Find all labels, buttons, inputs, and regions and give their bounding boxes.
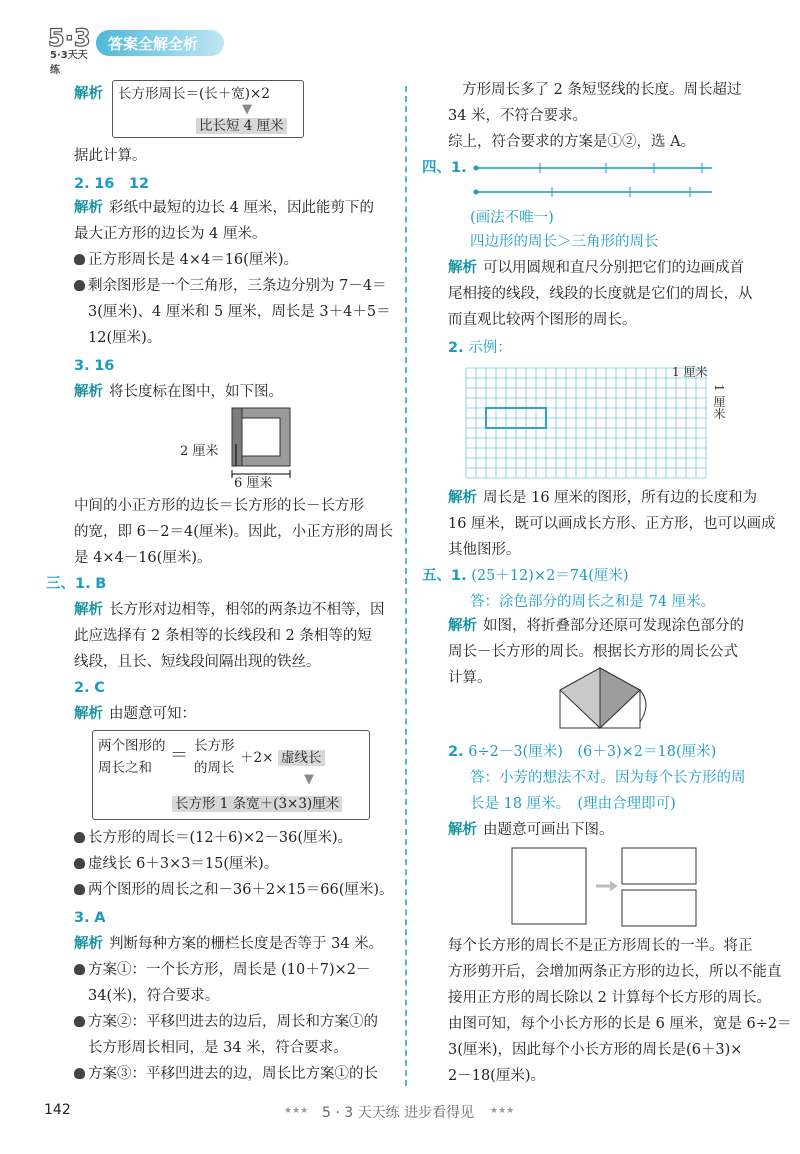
answer-note: (画法不唯一) xyxy=(470,210,554,226)
text-line: 解析 周长是 16 厘米的图形，所有边的长度和为 xyxy=(448,490,758,506)
box-text: 长方形 xyxy=(194,738,235,754)
box-text: 长方形 1 条宽＋(3×3)厘米 xyxy=(172,794,342,814)
footer-slogan: 5 · 3 天天练 进步看得见 xyxy=(322,1105,475,1121)
text-line: 其他图形。 xyxy=(448,542,521,558)
text-line: 长方形周长相同，是 34 米，符合要求。 xyxy=(88,1040,348,1056)
question-2: 2. C xyxy=(74,680,105,696)
header-title: 答案全解全析 xyxy=(108,35,199,53)
text-line: 解析 由题意可画出下图。 xyxy=(448,822,614,838)
bullet-line: 方案③：平移凹进去的边，周长比方案①的长 xyxy=(74,1064,378,1084)
box-text: 两个图形的 xyxy=(98,738,166,754)
bulb-icon xyxy=(74,280,85,291)
bullet-line: 方案②：平移凹进去的边后，周长和方案①的 xyxy=(74,1012,378,1032)
question-3: 3. 16 xyxy=(74,358,115,374)
page-number: 142 xyxy=(44,1102,71,1118)
bulb-icon xyxy=(74,858,85,869)
star-icon: ★★★ xyxy=(284,1106,309,1116)
text-line: 方形周长多了 2 条短竖线的长度。周长超过 xyxy=(462,82,742,98)
question-2: 2. 16 12 xyxy=(74,176,150,192)
text-line: 解析 可以用圆规和直尺分别把它们的边画成首 xyxy=(448,260,744,276)
text-line: 解析 由题意可知： xyxy=(74,706,196,722)
text-line: 3(厘米)，因此每个小长方形的周长是(6＋3)× xyxy=(448,1042,743,1058)
bullet-line: 正方形周长是 4×4＝16(厘米)。 xyxy=(74,250,298,270)
text-line: 解析 长方形对边相等，相邻的两条边不相等，因 xyxy=(74,602,385,618)
text-line: 线段，且长、短线段间隔出现的铁丝。 xyxy=(74,654,321,670)
section-4: 四、1. xyxy=(422,160,467,176)
answer-text: 答：涂色部分的周长之和是 74 厘米。 xyxy=(470,594,716,610)
text-line: 据此计算。 xyxy=(74,148,147,164)
text-line: 解析 将长度标在图中，如下图。 xyxy=(74,384,283,400)
logo xyxy=(44,18,96,76)
figure-label: 2 厘米 xyxy=(180,444,219,459)
logo-text: 5·3天天练 xyxy=(50,50,88,76)
text-line: 12(厘米)。 xyxy=(88,330,162,346)
analysis-label: 解析 xyxy=(74,86,103,102)
box-text: 周长之和 xyxy=(98,760,152,776)
grid-label: 1 厘米 xyxy=(712,384,726,420)
text-line: 最大正方形的边长为 4 厘米。 xyxy=(74,226,267,242)
bullet-line: 剩余图形是一个三角形，三条边分别为 7－4＝ xyxy=(74,276,387,296)
text-line: 尾相接的线段，线段的长度就是它们的周长，从 xyxy=(448,286,753,302)
text-line: 此应选择有 2 条相等的长线段和 2 条相等的短 xyxy=(74,628,372,644)
star-icon: ★★★ xyxy=(490,1106,515,1116)
formula-note: 比长短 4 厘米 xyxy=(196,116,287,136)
text-line: 16 厘米，既可以画成长方形、正方形，也可以画成 xyxy=(448,516,776,532)
text-line: 每个长方形的周长不是正方形周长的一半。将正 xyxy=(448,938,753,954)
box-text: ＝ xyxy=(170,745,188,766)
text-line: 的宽，即 6－2＝4(厘米)。因此，小正方形的周长 xyxy=(74,524,394,540)
text-line: 接用正方形的周长除以 2 计算每个长方形的周长。 xyxy=(448,990,771,1006)
text-line: 而直观比较两个图形的周长。 xyxy=(448,312,637,328)
text-line: 计算。 xyxy=(448,670,492,686)
folded-rectangle-figure xyxy=(556,664,656,734)
bulb-icon xyxy=(74,254,85,265)
text-line: 34 米，不符合要求。 xyxy=(448,108,588,124)
question-2: 2. 示例： xyxy=(448,340,512,356)
grid-label: 1 厘米 xyxy=(672,365,708,379)
answer-text: 答：小芳的想法不对。因为每个长方形的周 xyxy=(470,770,746,786)
text-line: 是 4×4－16(厘米)。 xyxy=(74,550,212,566)
text-line: 综上，符合要求的方案是①②，选 A。 xyxy=(448,134,696,150)
bulb-icon xyxy=(74,884,85,895)
section-5: 五、1. (25＋12)×2＝74(厘米) xyxy=(422,568,629,584)
text-line: 3(厘米)、4 厘米和 5 厘米，周长是 3＋4＋5＝ xyxy=(88,304,391,320)
text-line: 周长－长方形的周长。根据长方形的周长公式 xyxy=(448,644,738,660)
section-3: 三、1. B xyxy=(46,576,107,592)
bulb-icon xyxy=(74,1016,85,1027)
arrow-down-icon: ▼ xyxy=(304,772,314,787)
text-line: 由图可知，每个小长方形的长是 6 厘米，宽是 6÷2＝ xyxy=(448,1016,792,1032)
question-2: 2. 6÷2－3(厘米) (6＋3)×2＝18(厘米) xyxy=(448,744,717,760)
bullet-line: 两个图形的周长之和－36＋2×15＝66(厘米)。 xyxy=(74,880,394,900)
box-text: 虚线长 xyxy=(278,748,325,768)
column-divider xyxy=(405,86,407,1086)
formula-text: 长方形周长＝(长＋宽)×2 xyxy=(118,86,270,102)
bullet-line: 长方形的周长＝(12＋6)×2－36(厘米)。 xyxy=(74,828,352,848)
question-3: 3. A xyxy=(74,910,106,926)
bulb-icon xyxy=(74,1068,85,1079)
text-line: 中间的小正方形的边长＝长方形的长－长方形 xyxy=(74,498,364,514)
segment-lines-figure xyxy=(470,156,720,202)
bullet-line: 方案①：一个长方形，周长是 (10＋7)×2－ xyxy=(74,960,370,980)
box-text: ＋2× xyxy=(240,750,274,766)
bullet-line: 虚线长 6＋3×3＝15(厘米)。 xyxy=(74,854,278,874)
text-line: 2－18(厘米)。 xyxy=(448,1068,545,1084)
arrow-down-icon: ▼ xyxy=(242,102,252,117)
box-text: 的周长 xyxy=(194,760,235,776)
text-line: 解析 彩纸中最短的边长 4 厘米，因此能剪下的 xyxy=(74,200,374,216)
svg-text:5·3: 5·3 xyxy=(48,24,91,52)
answer-text: 四边形的周长＞三角形的周长 xyxy=(470,234,659,250)
answer-text: 长是 18 厘米。 (理由合理即可) xyxy=(470,796,676,812)
text-line: 方形剪开后，会增加两条正方形的边长，所以不能直 xyxy=(448,964,782,980)
text-line: 解析 如图，将折叠部分还原可发现涂色部分的 xyxy=(448,618,744,634)
bulb-icon xyxy=(74,832,85,843)
text-line: 34(米)，符合要求。 xyxy=(88,988,220,1004)
bulb-icon xyxy=(74,964,85,975)
text-line: 解析 判断每种方案的栅栏长度是否等于 34 米。 xyxy=(74,936,384,952)
figure-label: 6 厘米 xyxy=(234,476,273,491)
square-split-figure xyxy=(510,846,700,928)
